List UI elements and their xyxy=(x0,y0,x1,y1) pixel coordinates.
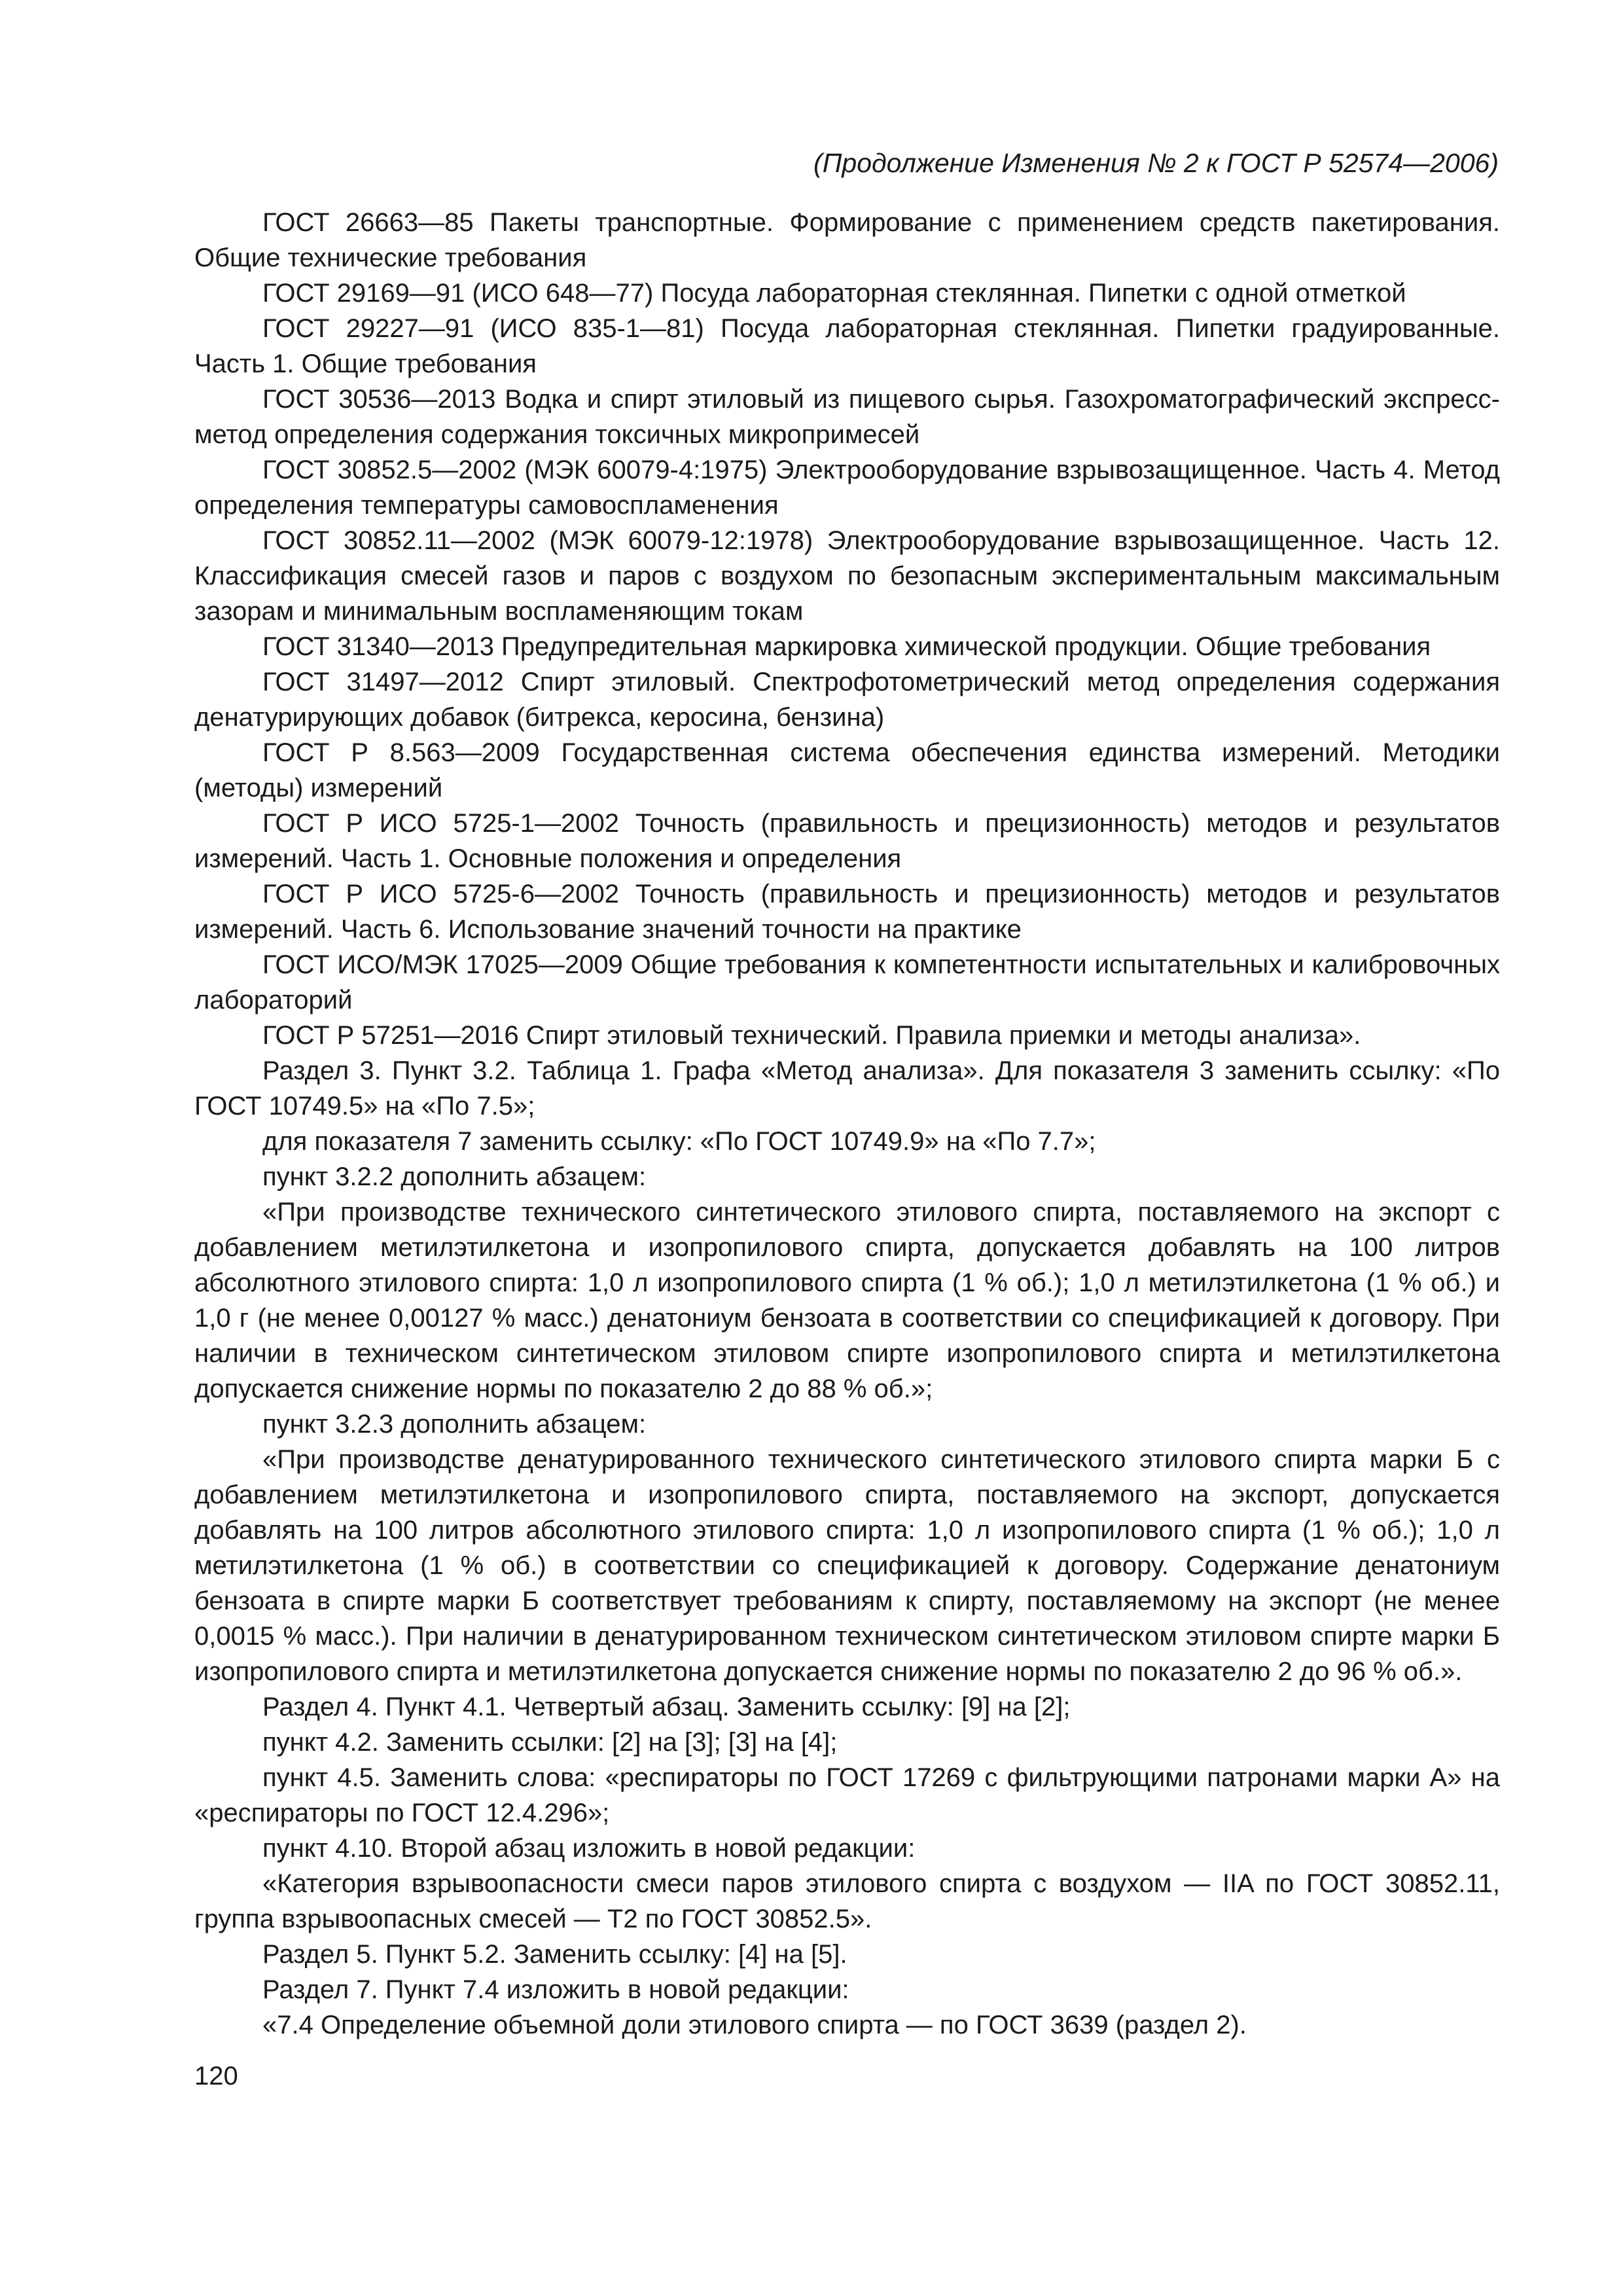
paragraph: ГОСТ 30536—2013 Водка и спирт этиловый из пищевого сырья. Газохроматографический экспресс-метод определения содержания токсичных микропримесей xyxy=(194,385,1500,449)
paragraph: ГОСТ Р ИСО 5725-6—2002 Точность (правильность и прецизионность) методов и результатов измерений. Часть 6. Использование значений точности на практике xyxy=(194,880,1500,944)
paragraph: пункт 3.2.2 дополнить абзацем: xyxy=(262,1162,647,1191)
paragraph: пункт 4.2. Заменить ссылки: [2] на [3]; [3] на [4]; xyxy=(262,1728,838,1757)
paragraph: пункт 4.5. Заменить слова: «респираторы по ГОСТ 17269 с фильтрующими патронами марки А» на «респираторы по ГОСТ 12.4.296»; xyxy=(194,1763,1500,1827)
paragraph: для показателя 7 заменить ссылку: «По ГОСТ 10749.9» на «По 7.7»; xyxy=(262,1127,1096,1156)
paragraph: ГОСТ Р ИСО 5725-1—2002 Точность (правильность и прецизионность) методов и результатов измерений. Часть 1. Основные положения и определения xyxy=(194,809,1500,873)
paragraph: «Категория взрывоопасности смеси паров этилового спирта с воздухом — IIA по ГОСТ 30852.11, группа взрывоопасных смесей — Т2 по ГОСТ 30852.5». xyxy=(194,1869,1500,1933)
paragraph: ГОСТ 29169—91 (ИСО 648—77) Посуда лабораторная стеклянная. Пипетки с одной отметкой xyxy=(262,279,1406,308)
paragraph: Раздел 7. Пункт 7.4 изложить в новой редакции: xyxy=(262,1975,849,2004)
paragraph: ГОСТ Р 57251—2016 Спирт этиловый технический. Правила приемки и методы анализа». xyxy=(262,1021,1361,1050)
paragraph: «При производстве технического синтетического этилового спирта, поставляемого на экспорт с добавлением метилэтилкетона и изопропилового спирта, допускается добавлять на 100 литров абсолютного этилового спирта: 1,0 л изопропилового спирта (1 % об.); 1,0 л метилэтилкетона (1 % об.) и 1,0 г (не менее 0,00127 % масс.) денатониум бензоата в соответствии со спецификацией к договору. При наличии в техническом синтетическом этиловом спирте изопропилового спирта и метилэтилкетона допускается снижение нормы по показателю 2 до 88 % об.»; xyxy=(194,1198,1500,1403)
paragraph: ГОСТ 26663—85 Пакеты транспортные. Формирование с применением средств пакетирования. Общие технические требования xyxy=(194,208,1500,272)
paragraph: Раздел 3. Пункт 3.2. Таблица 1. Графа «Метод анализа». Для показателя 3 заменить ссылку: «По ГОСТ 10749.5» на «По 7.5»; xyxy=(194,1056,1500,1121)
paragraph: ГОСТ 29227—91 (ИСО 835-1—81) Посуда лабораторная стеклянная. Пипетки градуированные. Часть 1. Общие требования xyxy=(194,314,1500,378)
page-number: 120 xyxy=(194,2062,238,2090)
paragraph: ГОСТ ИСО/МЭК 17025—2009 Общие требования к компетентности испытательных и калибровочных лабораторий xyxy=(194,950,1500,1014)
paragraph: ГОСТ 30852.5—2002 (МЭК 60079-4:1975) Электрооборудование взрывозащищенное. Часть 4. Метод определения температуры самовоспламенения xyxy=(194,456,1500,520)
paragraph: пункт 4.10. Второй абзац изложить в новой редакции: xyxy=(262,1834,916,1863)
paragraph: ГОСТ 31340—2013 Предупредительная маркировка химической продукции. Общие требования xyxy=(262,632,1431,661)
paragraph: «7.4 Определение объемной доли этилового спирта — по ГОСТ 3639 (раздел 2). xyxy=(262,2011,1247,2039)
document-body xyxy=(194,205,1500,2043)
paragraph: ГОСТ 31497—2012 Спирт этиловый. Спектрофотометрический метод определения содержания денатурирующих добавок (битрекса, керосина, бензина) xyxy=(194,668,1500,732)
paragraph: ГОСТ Р 8.563—2009 Государственная система обеспечения единства измерений. Методики (методы) измерений xyxy=(194,738,1500,802)
paragraph: Раздел 5. Пункт 5.2. Заменить ссылку: [4] на [5]. xyxy=(262,1940,847,1969)
paragraph: Раздел 4. Пункт 4.1. Четвертый абзац. Заменить ссылку: [9] на [2]; xyxy=(262,1693,1071,1721)
paragraph: пункт 3.2.3 дополнить абзацем: xyxy=(262,1410,647,1439)
paragraph: «При производстве денатурированного технического синтетического этилового спирта марки Б с добавлением метилэтилкетона и изопропилового спирта, поставляемого на экспорт, допускается добавлять на 100 литров абсолютного этилового спирта: 1,0 л изопропилового спирта (1 % об.); 1,0 л метилэтилкетона (1 % об.) в соответствии со спецификацией к договору. Содержание денатониум бензоата в спирте марки Б соответствует требованиям к спирту, поставляемому на экспорт (не менее 0,0015 % масс.). При наличии в денатурированном техническом синтетическом этиловом спирте марки Б изопропилового спирта и метилэтилкетона допускается снижение нормы по показателю 2 до 96 % об.». xyxy=(194,1445,1500,1686)
paragraph: ГОСТ 30852.11—2002 (МЭК 60079-12:1978) Электрооборудование взрывозащищенное. Часть 12. Классификация смесей газов и паров с воздухом по безопасным экспериментальным максимальным зазорам и минимальным воспламеняющим токам xyxy=(194,526,1500,626)
running-header: (Продолжение Изменения № 2 к ГОСТ Р 52574—2006) xyxy=(813,148,1499,178)
